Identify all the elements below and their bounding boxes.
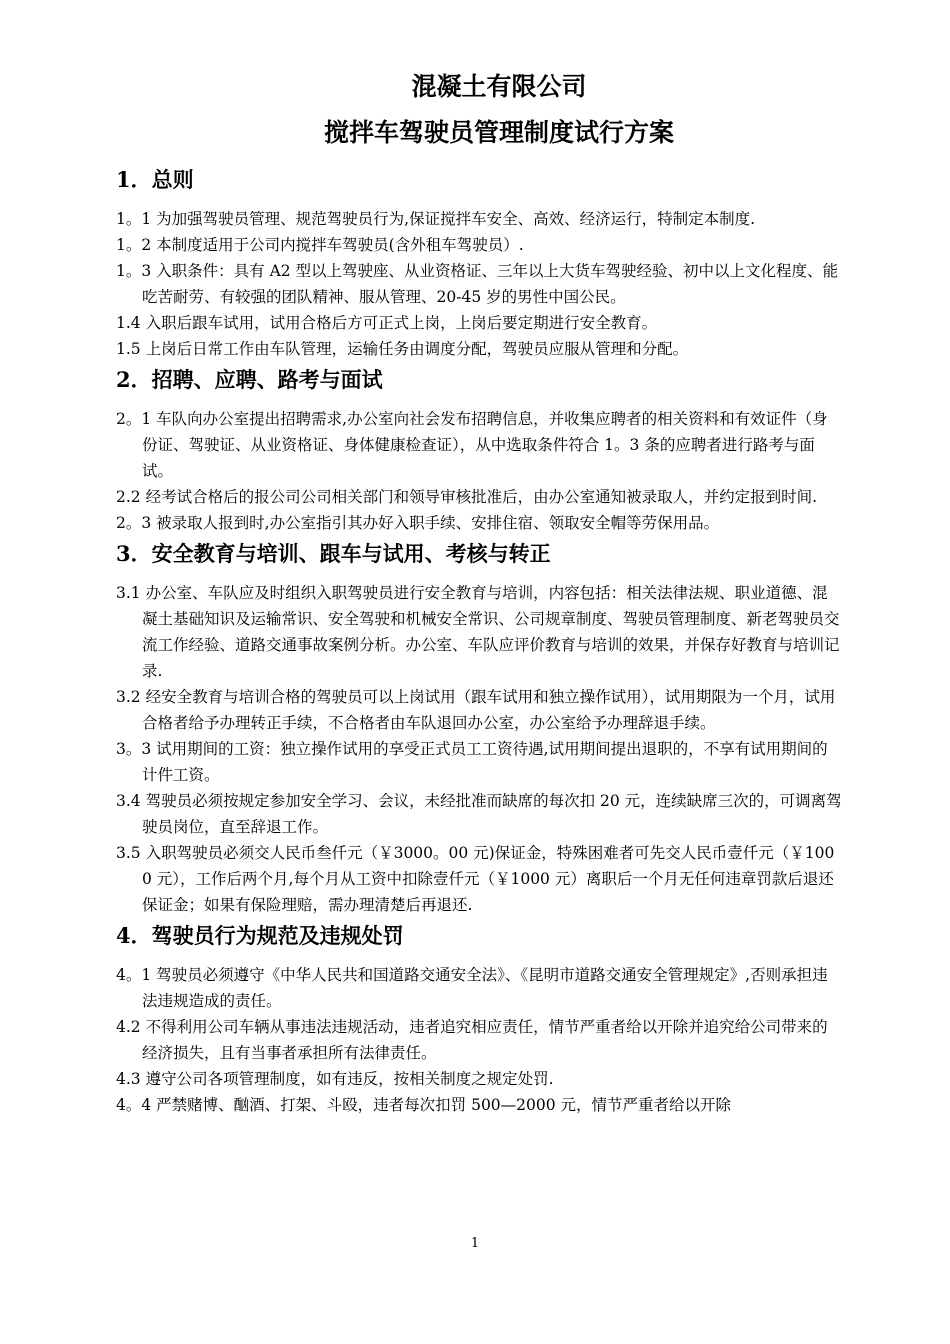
section-heading-recruitment: 2．招聘、应聘、路考与面试 <box>116 367 383 392</box>
clause-2-1: 2。1 车队向办公室提出招聘需求,办公室向社会发布招聘信息，并收集应聘者的相关资料和有效证件（身份证、驾驶证、从业资格证、身体健康检查证），从中选取条件符合 1。3 条的应聘者进行路考与面试。 <box>116 410 828 480</box>
clause-1-5: 1.5 上岗后日常工作由车队管理，运输任务由调度分配，驾驶员应服从管理和分配。 <box>116 340 689 358</box>
clause-3-4: 3.4 驾驶员必须按规定参加安全学习、会议，未经批准而缺席的每次扣 20 元，连续缺席三次的，可调离驾驶员岗位，直至辞退工作。 <box>116 792 842 836</box>
clause-2-2: 2.2 经考试合格后的报公司公司相关部门和领导审核批准后，由办公室通知被录取人，并约定报到时间. <box>116 488 818 506</box>
clause-1-4: 1.4 入职后跟车试用，试用合格后方可正式上岗，上岗后要定期进行安全教育。 <box>116 314 658 332</box>
clause-2-3: 2。3 被录取人报到时,办公室指引其办好入职手续、安排住宿、领取安全帽等劳保用品。 <box>116 514 720 532</box>
section-heading-conduct: 4．驾驶员行为规范及违规处罚 <box>116 923 404 948</box>
clause-3-1: 3.1 办公室、车队应及时组织入职驾驶员进行安全教育与培训，内容包括：相关法律法规、职业道德、混凝土基础知识及运输常识、安全驾驶和机械安全常识、公司规章制度、驾驶员管理制度、新老驾驶员交流工作经验、道路交通事故案例分析。办公室、车队应评价教育与培训的效果，并保存好教育与培训记录. <box>116 584 840 680</box>
clause-4-4: 4。4 严禁赌博、酗酒、打架、斗殴，违者每次扣罚 500—2000 元，情节严重者给以开除 <box>116 1096 732 1114</box>
clause-1-2: 1。2 本制度适用于公司内搅拌车驾驶员(含外租车驾驶员）. <box>116 236 524 254</box>
clause-1-1: 1。1 为加强驾驶员管理、规范驾驶员行为,保证搅拌车安全、高效、经济运行，特制定本制度. <box>116 210 756 228</box>
clause-4-3: 4.3 遵守公司各项管理制度，如有违反，按相关制度之规定处罚. <box>116 1070 554 1088</box>
document-title: 搅拌车驾驶员管理制度试行方案 <box>323 118 674 147</box>
clause-4-2: 4.2 不得利用公司车辆从事违法违规活动，违者追究相应责任，情节严重者给以开除并追究给公司带来的经济损失，且有当事者承担所有法律责任。 <box>116 1018 828 1062</box>
clause-4-1: 4。1 驾驶员必须遵守《中华人民共和国道路交通安全法》、《昆明市道路交通安全管理规定》,否则承担违法违规造成的责任。 <box>116 966 828 1010</box>
clause-1-3: 1。3 入职条件：具有 A2 型以上驾驶座、从业资格证、三年以上大货车驾驶经验、初中以上文化程度、能吃苦耐劳、有较强的团队精神、服从管理、20-45 岁的男性中国公民。 <box>116 262 839 306</box>
section-heading-training: 3．安全教育与培训、跟车与试用、考核与转正 <box>116 541 551 566</box>
clause-3-3: 3。3 试用期间的工资：独立操作试用的享受正式员工工资待遇,试用期间提出退职的，不享有试用期间的计件工资。 <box>116 740 828 784</box>
page-number: 1 <box>470 1236 480 1251</box>
section-heading-general: 1．总则 <box>116 167 194 192</box>
clause-3-2: 3.2 经安全教育与培训合格的驾驶员可以上岗试用（跟车试用和独立操作试用），试用期限为一个月，试用合格者给予办理转正手续，不合格者由车队退回办公室，办公室给予办理辞退手续。 <box>116 688 836 732</box>
clause-3-5: 3.5 入职驾驶员必须交人民币叁仟元（￥3000。00 元)保证金，特殊困难者可先交人民币壹仟元（￥1000 元），工作后两个月,每个月从工资中扣除壹仟元（￥1000 元）离职后一个月无任何违章罚款后退还保证金；如果有保险理赔，需办理清楚后再退还. <box>116 844 835 914</box>
company-title: 混凝土有限公司 <box>411 72 587 101</box>
